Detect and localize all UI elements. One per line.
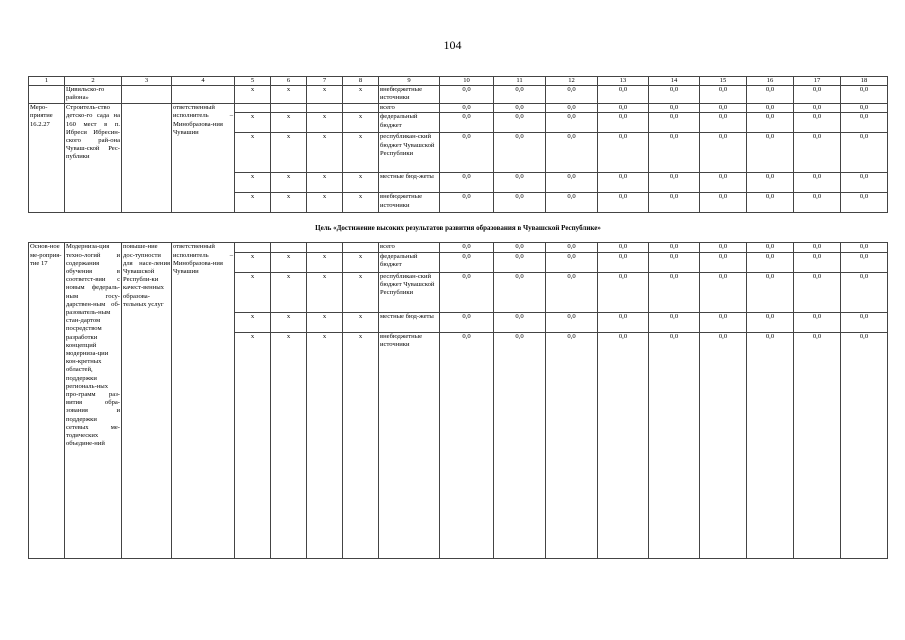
header-cell-15: 15 bbox=[700, 77, 747, 86]
value-cell: 0,0 bbox=[700, 272, 747, 312]
value-cell: 0,0 bbox=[598, 113, 649, 133]
mark-cell: x bbox=[235, 272, 271, 312]
funding-source: всего bbox=[379, 104, 440, 113]
value-cell: 0,0 bbox=[546, 113, 598, 133]
mark-cell: x bbox=[343, 332, 379, 558]
value-cell: 0,0 bbox=[649, 104, 700, 113]
col4-empty bbox=[172, 86, 235, 104]
value-cell: 0,0 bbox=[794, 86, 841, 104]
value-cell: 0,0 bbox=[494, 193, 546, 213]
measure-name-continued: Цивильско-го района» bbox=[65, 86, 122, 104]
page-number: 104 bbox=[443, 38, 462, 52]
value-cell: 0,0 bbox=[440, 86, 494, 104]
value-cell: 0,0 bbox=[649, 312, 700, 332]
value-cell: 0,0 bbox=[649, 243, 700, 252]
header-cell-12: 12 bbox=[546, 77, 598, 86]
value-cell: 0,0 bbox=[546, 312, 598, 332]
value-cell: 0,0 bbox=[649, 252, 700, 272]
value-cell: 0,0 bbox=[700, 193, 747, 213]
value-cell: 0,0 bbox=[546, 272, 598, 312]
mark-cell: x bbox=[271, 133, 307, 173]
mark-cell: x bbox=[271, 312, 307, 332]
value-cell: 0,0 bbox=[794, 272, 841, 312]
mark-cell bbox=[271, 104, 307, 113]
value-cell: 0,0 bbox=[700, 173, 747, 193]
mark-cell: x bbox=[235, 332, 271, 558]
value-cell: 0,0 bbox=[794, 332, 841, 558]
value-cell: 0,0 bbox=[546, 133, 598, 173]
responsible-executor: ответственный исполнитель – Минобразова-ния Чувашии bbox=[172, 243, 235, 558]
mark-cell: x bbox=[307, 86, 343, 104]
value-cell: 0,0 bbox=[598, 104, 649, 113]
mark-cell: x bbox=[235, 312, 271, 332]
value-cell: 0,0 bbox=[546, 86, 598, 104]
mark-cell: x bbox=[271, 113, 307, 133]
funding-source: внебюджетные источники bbox=[379, 193, 440, 213]
value-cell: 0,0 bbox=[841, 252, 888, 272]
funding-source: республикан-ский бюджет Чувашской Республики bbox=[379, 272, 440, 312]
value-cell: 0,0 bbox=[440, 173, 494, 193]
mark-cell: x bbox=[343, 133, 379, 173]
header-cell-1: 1 bbox=[29, 77, 65, 86]
mark-cell: x bbox=[343, 113, 379, 133]
value-cell: 0,0 bbox=[794, 252, 841, 272]
mark-cell: x bbox=[307, 332, 343, 558]
value-cell: 0,0 bbox=[440, 104, 494, 113]
value-cell: 0,0 bbox=[598, 272, 649, 312]
value-cell: 0,0 bbox=[794, 133, 841, 173]
header-cell-10: 10 bbox=[440, 77, 494, 86]
funding-source: федеральный бюджет bbox=[379, 252, 440, 272]
value-cell: 0,0 bbox=[546, 193, 598, 213]
value-cell: 0,0 bbox=[794, 312, 841, 332]
value-cell: 0,0 bbox=[794, 173, 841, 193]
mark-cell: x bbox=[343, 193, 379, 213]
goal-heading: Цель «Достижение высоких результатов развития образования в Чувашской Республике» bbox=[29, 213, 888, 243]
value-cell: 0,0 bbox=[700, 252, 747, 272]
value-cell: 0,0 bbox=[794, 193, 841, 213]
col1-empty bbox=[29, 86, 65, 104]
mark-cell: x bbox=[307, 133, 343, 173]
value-cell: 0,0 bbox=[794, 104, 841, 113]
mark-cell bbox=[343, 104, 379, 113]
value-cell: 0,0 bbox=[649, 133, 700, 173]
value-cell: 0,0 bbox=[546, 243, 598, 252]
mark-cell: x bbox=[307, 312, 343, 332]
value-cell: 0,0 bbox=[440, 332, 494, 558]
value-cell: 0,0 bbox=[747, 133, 794, 173]
mark-cell: x bbox=[307, 193, 343, 213]
measure-name: Модерниза-ция техно-логий и содержания обучения в соответст-вии с новым федераль-ным госу-дарствен-ным об-разователь-ным стан-дартом посредством разработки концепций модерниза-ции кон-кретных областей, поддержки региональ-ных про-грамм раз-вития обра-зования и поддержки сетевых ме-тодических объедине-ний bbox=[65, 243, 122, 558]
expected-result bbox=[122, 104, 172, 213]
mark-cell: x bbox=[343, 312, 379, 332]
value-cell: 0,0 bbox=[747, 173, 794, 193]
value-cell: 0,0 bbox=[598, 252, 649, 272]
header-cell-9: 9 bbox=[379, 77, 440, 86]
value-cell: 0,0 bbox=[649, 173, 700, 193]
value-cell: 0,0 bbox=[700, 86, 747, 104]
value-cell: 0,0 bbox=[841, 332, 888, 558]
value-cell: 0,0 bbox=[747, 193, 794, 213]
mark-cell: x bbox=[307, 252, 343, 272]
value-cell: 0,0 bbox=[598, 332, 649, 558]
funding-source: внебюджетные источники bbox=[379, 86, 440, 104]
mark-cell bbox=[235, 243, 271, 252]
value-cell: 0,0 bbox=[546, 332, 598, 558]
value-cell: 0,0 bbox=[494, 312, 546, 332]
measure-name: Строитель-ство детско-го сада на 160 мест в п. Ибреси Ибресин-ского рай-она Чуваш-ской Рес-публики bbox=[65, 104, 122, 213]
value-cell: 0,0 bbox=[649, 86, 700, 104]
mark-cell: x bbox=[343, 173, 379, 193]
value-cell: 0,0 bbox=[598, 243, 649, 252]
value-cell: 0,0 bbox=[700, 243, 747, 252]
value-cell: 0,0 bbox=[841, 86, 888, 104]
expected-result: повыше-ние дос-тупности для насе-ления Чувашской Республи-ки качест-венных образова-тельных услуг bbox=[122, 243, 172, 558]
measure-code: Меро-приятие 16.2.27 bbox=[29, 104, 65, 213]
value-cell: 0,0 bbox=[494, 272, 546, 312]
mark-cell: x bbox=[271, 86, 307, 104]
value-cell: 0,0 bbox=[440, 243, 494, 252]
value-cell: 0,0 bbox=[747, 113, 794, 133]
funding-source: местные бюд-жеты bbox=[379, 312, 440, 332]
header-cell-14: 14 bbox=[649, 77, 700, 86]
mark-cell: x bbox=[343, 272, 379, 312]
value-cell: 0,0 bbox=[841, 243, 888, 252]
value-cell: 0,0 bbox=[841, 113, 888, 133]
value-cell: 0,0 bbox=[747, 312, 794, 332]
value-cell: 0,0 bbox=[841, 272, 888, 312]
value-cell: 0,0 bbox=[494, 133, 546, 173]
value-cell: 0,0 bbox=[598, 312, 649, 332]
header-cell-17: 17 bbox=[794, 77, 841, 86]
value-cell: 0,0 bbox=[700, 133, 747, 173]
value-cell: 0,0 bbox=[440, 312, 494, 332]
col3-empty bbox=[122, 86, 172, 104]
value-cell: 0,0 bbox=[700, 104, 747, 113]
funding-source: всего bbox=[379, 243, 440, 252]
mark-cell: x bbox=[235, 86, 271, 104]
value-cell: 0,0 bbox=[649, 272, 700, 312]
funding-source: федеральный бюджет bbox=[379, 113, 440, 133]
mark-cell: x bbox=[235, 113, 271, 133]
value-cell: 0,0 bbox=[841, 312, 888, 332]
value-cell: 0,0 bbox=[841, 173, 888, 193]
value-cell: 0,0 bbox=[598, 173, 649, 193]
mark-cell: x bbox=[271, 173, 307, 193]
funding-source: внебюджетные источники bbox=[379, 332, 440, 558]
value-cell: 0,0 bbox=[598, 133, 649, 173]
mark-cell bbox=[307, 243, 343, 252]
value-cell: 0,0 bbox=[794, 113, 841, 133]
value-cell: 0,0 bbox=[700, 332, 747, 558]
value-cell: 0,0 bbox=[546, 252, 598, 272]
value-cell: 0,0 bbox=[440, 133, 494, 173]
value-cell: 0,0 bbox=[649, 193, 700, 213]
mark-cell bbox=[343, 243, 379, 252]
value-cell: 0,0 bbox=[494, 104, 546, 113]
header-cell-16: 16 bbox=[747, 77, 794, 86]
value-cell: 0,0 bbox=[440, 193, 494, 213]
header-cell-18: 18 bbox=[841, 77, 888, 86]
mark-cell: x bbox=[271, 272, 307, 312]
table-row bbox=[29, 86, 888, 104]
value-cell: 0,0 bbox=[747, 243, 794, 252]
table-row bbox=[29, 243, 888, 252]
value-cell: 0,0 bbox=[747, 272, 794, 312]
header-cell-13: 13 bbox=[598, 77, 649, 86]
value-cell: 0,0 bbox=[747, 332, 794, 558]
value-cell: 0,0 bbox=[494, 173, 546, 193]
value-cell: 0,0 bbox=[598, 86, 649, 104]
mark-cell: x bbox=[235, 252, 271, 272]
value-cell: 0,0 bbox=[546, 104, 598, 113]
value-cell: 0,0 bbox=[494, 252, 546, 272]
header-cell-6: 6 bbox=[271, 77, 307, 86]
mark-cell: x bbox=[307, 113, 343, 133]
value-cell: 0,0 bbox=[794, 243, 841, 252]
value-cell: 0,0 bbox=[649, 113, 700, 133]
value-cell: 0,0 bbox=[598, 193, 649, 213]
value-cell: 0,0 bbox=[700, 113, 747, 133]
value-cell: 0,0 bbox=[700, 312, 747, 332]
mark-cell: x bbox=[271, 193, 307, 213]
value-cell: 0,0 bbox=[841, 104, 888, 113]
value-cell: 0,0 bbox=[494, 243, 546, 252]
header-cell-3: 3 bbox=[122, 77, 172, 86]
header-cell-5: 5 bbox=[235, 77, 271, 86]
header-row bbox=[29, 77, 888, 86]
mark-cell: x bbox=[235, 133, 271, 173]
header-cell-11: 11 bbox=[494, 77, 546, 86]
value-cell: 0,0 bbox=[494, 86, 546, 104]
value-cell: 0,0 bbox=[841, 193, 888, 213]
funding-source: местные бюд-жеты bbox=[379, 173, 440, 193]
value-cell: 0,0 bbox=[747, 252, 794, 272]
value-cell: 0,0 bbox=[440, 272, 494, 312]
mark-cell: x bbox=[343, 86, 379, 104]
value-cell: 0,0 bbox=[546, 173, 598, 193]
responsible-executor: ответственный исполнитель – Минобразова-ния Чувашии bbox=[172, 104, 235, 213]
mark-cell bbox=[235, 104, 271, 113]
mark-cell bbox=[271, 243, 307, 252]
mark-cell: x bbox=[235, 173, 271, 193]
value-cell: 0,0 bbox=[440, 252, 494, 272]
funding-source: республикан-ский бюджет Чувашской Республики bbox=[379, 133, 440, 173]
goal-row bbox=[29, 213, 888, 243]
mark-cell: x bbox=[307, 173, 343, 193]
header-cell-4: 4 bbox=[172, 77, 235, 86]
mark-cell: x bbox=[271, 332, 307, 558]
mark-cell bbox=[307, 104, 343, 113]
budget-table bbox=[28, 76, 888, 559]
header-cell-7: 7 bbox=[307, 77, 343, 86]
value-cell: 0,0 bbox=[440, 113, 494, 133]
header-cell-2: 2 bbox=[65, 77, 122, 86]
value-cell: 0,0 bbox=[494, 113, 546, 133]
mark-cell: x bbox=[343, 252, 379, 272]
header-cell-8: 8 bbox=[343, 77, 379, 86]
value-cell: 0,0 bbox=[841, 133, 888, 173]
mark-cell: x bbox=[307, 272, 343, 312]
value-cell: 0,0 bbox=[747, 104, 794, 113]
value-cell: 0,0 bbox=[649, 332, 700, 558]
value-cell: 0,0 bbox=[747, 86, 794, 104]
mark-cell: x bbox=[235, 193, 271, 213]
measure-code: Основ-ное ме-роприя-тие 17 bbox=[29, 243, 65, 558]
table-row bbox=[29, 104, 888, 113]
mark-cell: x bbox=[271, 252, 307, 272]
value-cell: 0,0 bbox=[494, 332, 546, 558]
